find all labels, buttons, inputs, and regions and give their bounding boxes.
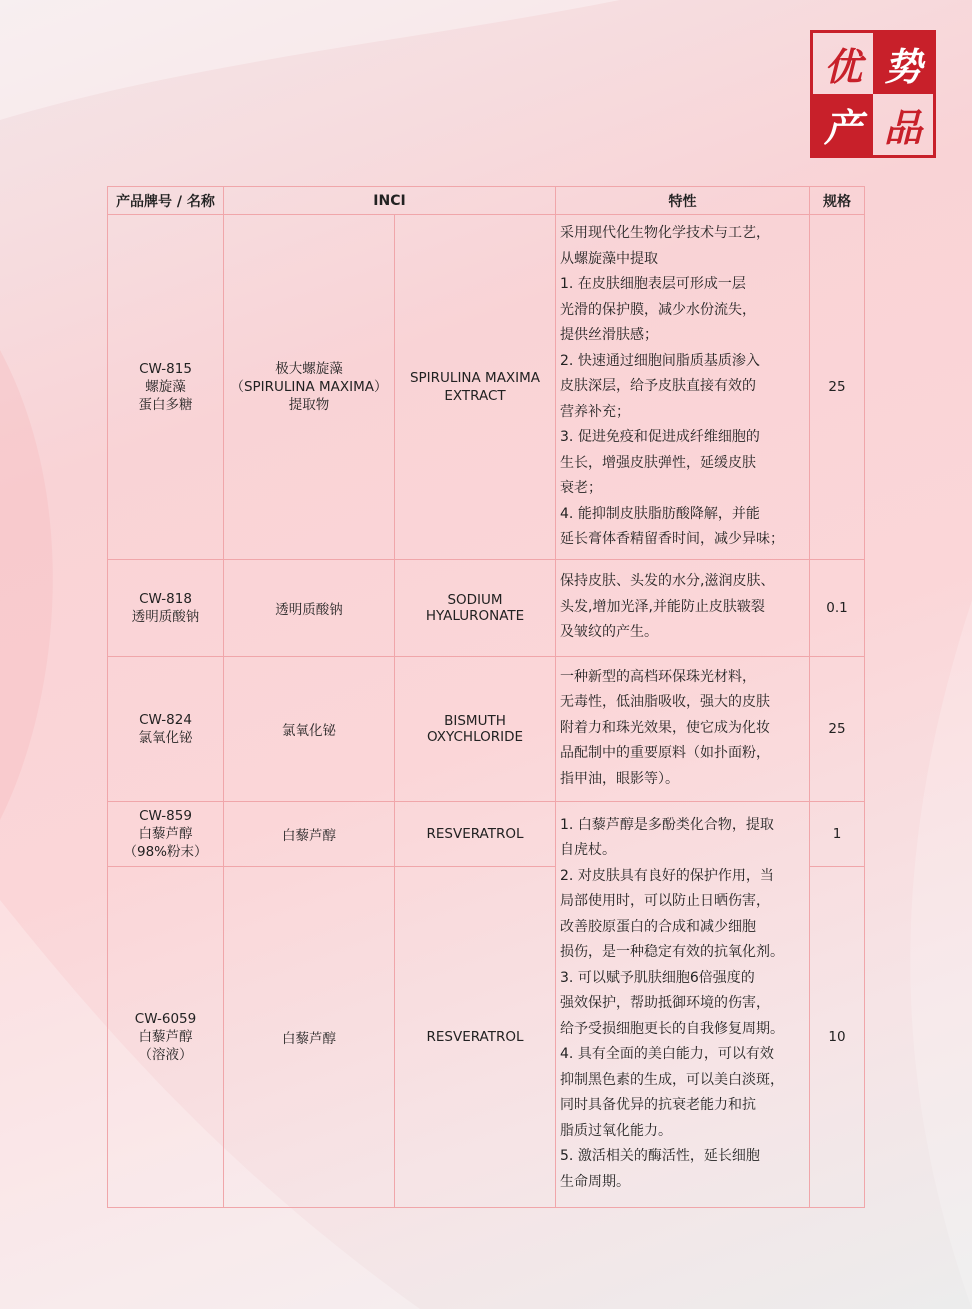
product-code: CW-818: [139, 590, 192, 607]
product-cell: [108, 559, 224, 656]
inci-cn-line: 提取物: [288, 396, 330, 413]
product-table: [107, 186, 865, 1208]
product-code: CW-815: [139, 360, 192, 377]
feature-line: 及皱纹的产生。: [560, 624, 659, 641]
feature-line: 5. 激活相关的酶活性，延长细胞: [560, 1148, 760, 1165]
feature-line: 皮肤深层，给予皮肤直接有效的: [560, 378, 757, 394]
feature-cell: [556, 215, 810, 560]
header-feature: 特性: [556, 187, 810, 215]
feature-line: 自虎杖。: [560, 842, 617, 859]
product-cell: [108, 866, 224, 1207]
feature-line: 衰老；: [560, 480, 603, 496]
feature-line: 1. 白藜芦醇是多酚类化合物，提取: [560, 816, 774, 833]
spec-cell: 1: [810, 801, 865, 866]
product-cell: [108, 656, 224, 801]
stamp-char: 产: [813, 94, 873, 155]
inci-en-cell: BISMUTH OXYCHLORIDE: [395, 656, 556, 801]
feature-line: 强效保护，帮助抵御环境的伤害，: [560, 995, 771, 1012]
feature-line: 生长，增强皮肤弹性，延缓皮肤: [560, 454, 757, 471]
feature-line: 一种新型的高档环保珠光材料，: [560, 668, 757, 685]
table-row: [108, 801, 865, 866]
spec-cell: 10: [810, 866, 865, 1207]
feature-line: 同时具备优异的抗衰老能力和抗: [560, 1097, 757, 1114]
inci-en-cell: SODIUM HYALURONATE: [395, 559, 556, 656]
spec-cell: 0.1: [810, 559, 865, 656]
inci-cn-line: 极大螺旋藻: [275, 360, 343, 377]
table-row: [108, 215, 865, 560]
product-name: 白藜芦醇: [138, 1028, 193, 1045]
inci-en-line: SPIRULINA MAXIMA: [409, 369, 541, 386]
inci-en-cell: RESVERATROL: [395, 866, 556, 1207]
feature-line: 抑制黑色素的生成，可以美白淡斑，: [560, 1071, 785, 1088]
feature-line: 附着力和珠光效果，使它成为化妆: [560, 719, 771, 736]
inci-cn-cell: 白藜芦醇: [224, 801, 395, 866]
feature-cell: [556, 559, 810, 656]
feature-line: 从螺旋藻中提取: [560, 250, 659, 267]
inci-en-cell: RESVERATROL: [395, 801, 556, 866]
feature-line: 2. 快速通过细胞间脂质基质渗入: [560, 352, 760, 369]
product-name: （98%粉末）: [123, 843, 208, 860]
product-name: 透明质酸钠: [131, 608, 200, 625]
feature-line: 营养补充；: [560, 403, 631, 420]
feature-cell-shared: [556, 801, 810, 1207]
inci-en-line: EXTRACT: [444, 387, 506, 404]
header-inci: INCI: [224, 187, 556, 215]
feature-line: 1. 在皮肤细胞表层可形成一层: [560, 276, 746, 292]
feature-cell: [556, 656, 810, 801]
header-spec: 规格: [810, 187, 865, 215]
feature-line: 指甲油，眼影等）。: [560, 770, 680, 787]
feature-line: 无毒性，低油脂吸收，强大的皮肤: [560, 694, 771, 711]
product-code: CW-6059: [134, 1010, 197, 1027]
inci-en-cell: [395, 215, 556, 560]
stamp-char: 势: [873, 33, 933, 94]
product-code: CW-824: [139, 711, 192, 728]
feature-line: 光滑的保护膜，减少水份流失，: [560, 301, 757, 318]
spec-cell: 25: [810, 215, 865, 560]
product-name: 螺旋藻: [145, 378, 186, 395]
feature-line: 延长膏体香精留香时间，减少异味；: [560, 531, 785, 547]
table-header-row: [108, 187, 865, 215]
product-cell: [108, 801, 224, 866]
product-code: CW-859: [139, 807, 192, 824]
feature-line: 损伤，是一种稳定有效的抗氧化剂。: [560, 944, 785, 961]
feature-line: 头发,增加光泽,并能防止皮肤皲裂: [560, 598, 765, 615]
feature-line: 3. 促进免疫和促进成纤维细胞的: [560, 429, 760, 445]
feature-line: 保持皮肤、头发的水分,滋润皮肤、: [560, 573, 775, 590]
feature-line: 4. 具有全面的美白能力，可以有效: [560, 1046, 774, 1063]
spec-cell: 25: [810, 656, 865, 801]
inci-cn-cell: 氯氧化铋: [224, 656, 395, 801]
table-row: [108, 559, 865, 656]
feature-line: 采用现代化生物化学技术与工艺，: [560, 225, 771, 241]
feature-line: 提供丝滑肤感；: [560, 327, 659, 343]
product-name: 蛋白多糖: [138, 396, 193, 413]
feature-line: 给予受损细胞更长的自我修复周期。: [560, 1020, 785, 1037]
stamp-char: 品: [883, 105, 922, 150]
feature-line: 局部使用时，可以防止日晒伤害，: [560, 893, 771, 910]
table-row: [108, 656, 865, 801]
feature-line: 4. 能抑制皮肤脂肪酸降解，并能: [560, 505, 760, 522]
product-name: （溶液）: [138, 1046, 193, 1063]
advantage-products-stamp: [810, 30, 936, 158]
product-cell: [108, 215, 224, 560]
inci-cn-cell: 白藜芦醇: [224, 866, 395, 1207]
feature-line: 生命周期。: [560, 1173, 631, 1190]
product-name: 氯氧化铋: [138, 729, 193, 746]
feature-line: 品配制中的重要原料（如扑面粉，: [560, 745, 771, 762]
header-product: 产品牌号 / 名称: [108, 187, 224, 215]
product-name: 白藜芦醇: [138, 825, 193, 842]
inci-cn-cell: 透明质酸钠: [224, 559, 395, 656]
inci-cn-line: （SPIRULINA MAXIMA）: [230, 378, 388, 395]
stamp-char: 优: [823, 44, 862, 89]
feature-line: 2. 对皮肤具有良好的保护作用，当: [560, 867, 774, 884]
feature-line: 3. 可以赋予肌肤细胞6倍强度的: [560, 969, 755, 986]
inci-cn-cell: [224, 215, 395, 560]
feature-line: 脂质过氧化能力。: [560, 1122, 673, 1139]
feature-line: 改善胶原蛋白的合成和减少细胞: [560, 918, 757, 935]
